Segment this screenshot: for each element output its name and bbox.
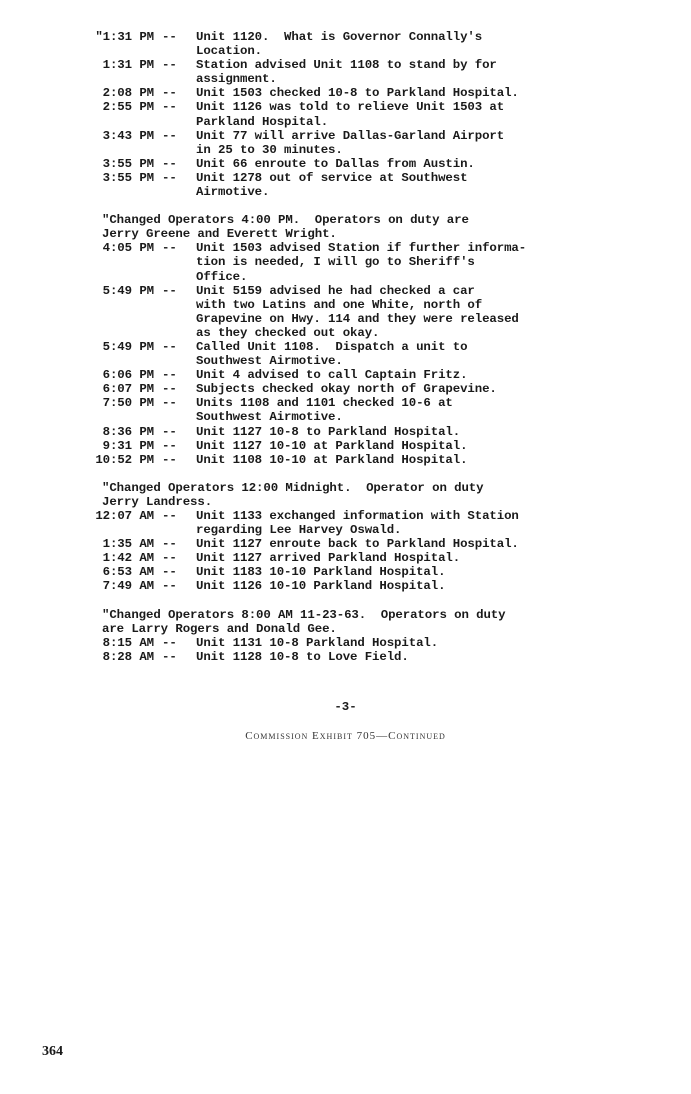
entry-time: 8:15 AM xyxy=(102,635,154,650)
entry-dash: -- xyxy=(162,170,177,185)
log-entry xyxy=(88,453,608,467)
entry-dash: -- xyxy=(162,339,177,354)
entry-text: Unit 1131 10-8 Parkland Hospital. xyxy=(196,635,439,650)
log-entry xyxy=(88,157,608,171)
log-entry xyxy=(88,565,608,579)
entry-text: Unit 1127 10-10 at Parkland Hospital. xyxy=(196,438,468,453)
entry-dash: -- xyxy=(162,30,177,44)
entry-text: Unit 1108 10-10 at Parkland Hospital. xyxy=(196,452,468,467)
entry-text: Unit 1126 was told to relieve Unit 1503 at Parkland Hospital. xyxy=(196,100,505,129)
log-section-4 xyxy=(88,636,608,664)
entry-text: Unit 1503 advised Station if further informa- tion is needed, I will go to Sheriff's Office. xyxy=(196,241,527,284)
log-entry xyxy=(88,425,608,439)
entry-text: Unit 4 advised to call Captain Fritz. xyxy=(196,368,468,383)
entry-time: 2:08 PM xyxy=(102,86,154,101)
entry-dash: -- xyxy=(162,58,177,73)
entry-time: 8:36 PM xyxy=(102,424,154,439)
log-entry xyxy=(88,129,608,157)
page-number: -3- xyxy=(334,700,357,714)
log-entry xyxy=(88,439,608,453)
log-entry xyxy=(88,551,608,565)
log-entry xyxy=(88,241,608,283)
entry-dash: -- xyxy=(162,579,177,594)
entry-text: Unit 1127 arrived Parkland Hospital. xyxy=(196,551,461,566)
log-entry xyxy=(88,58,608,86)
entry-time: 6:53 AM xyxy=(102,565,154,580)
spacer xyxy=(88,594,608,608)
entry-text: Unit 1133 exchanged information with Station regarding Lee Harvey Oswald. xyxy=(196,509,519,538)
entry-text: Station advised Unit 1108 to stand by for assignment. xyxy=(196,58,497,87)
log-entry xyxy=(88,650,608,664)
log-entry xyxy=(88,382,608,396)
entry-dash: -- xyxy=(162,424,177,439)
entry-time: 6:07 PM xyxy=(102,382,154,397)
spacer xyxy=(88,199,608,213)
entry-dash: -- xyxy=(162,241,177,256)
entry-time: 3:43 PM xyxy=(102,128,154,143)
entry-text: Unit 5159 advised he had checked a car with two Latins and one White, north of Grapevine on Hwy. 114 and they were released as they checked out okay. xyxy=(196,283,519,340)
entry-time: "1:31 PM xyxy=(95,30,154,44)
entry-dash: -- xyxy=(162,565,177,580)
entry-text: Called Unit 1108. Dispatch a unit to Southwest Airmotive. xyxy=(196,339,468,369)
spacer xyxy=(88,467,608,481)
entry-text: Unit 66 enroute to Dallas from Austin. xyxy=(196,156,475,171)
entry-dash: -- xyxy=(162,100,177,115)
entry-text: Subjects checked okay north of Grapevine. xyxy=(196,382,497,397)
entry-time: 2:55 PM xyxy=(102,100,154,115)
entry-dash: -- xyxy=(162,86,177,101)
entry-text: Unit 1278 out of service at Southwest Airmotive. xyxy=(196,170,468,200)
entry-time: 1:31 PM xyxy=(102,58,154,73)
entry-text: Units 1108 and 1101 checked 10-6 at Southwest Airmotive. xyxy=(196,396,453,425)
log-entry xyxy=(88,171,608,199)
log-entry xyxy=(88,30,608,58)
entry-time: 7:50 PM xyxy=(102,396,154,411)
entry-time: 3:55 PM xyxy=(102,170,154,185)
log-section-1 xyxy=(88,30,608,199)
entry-text: Unit 77 will arrive Dallas-Garland Airport in 25 to 30 minutes. xyxy=(196,128,505,157)
entry-dash: -- xyxy=(162,396,177,411)
entry-text: Unit 1126 10-10 Parkland Hospital. xyxy=(196,579,446,594)
log-entry xyxy=(88,86,608,100)
exhibit-caption: Commission Exhibit 705—Continued xyxy=(245,730,446,742)
entry-dash: -- xyxy=(162,509,177,523)
entry-dash: -- xyxy=(162,438,177,453)
entry-time: 8:28 AM xyxy=(102,649,154,664)
entry-dash: -- xyxy=(162,649,177,664)
log-entry xyxy=(88,284,608,340)
entry-dash: -- xyxy=(162,537,177,552)
entry-time: 5:49 PM xyxy=(102,283,154,298)
entry-time: 1:35 AM xyxy=(102,537,154,552)
log-section-3 xyxy=(88,509,608,594)
log-entry xyxy=(88,636,608,650)
entry-dash: -- xyxy=(162,156,177,171)
operator-change-note: "Changed Operators 8:00 AM 11-23-63. Operators on duty are Larry Rogers and Donald Gee. xyxy=(102,607,506,636)
log-entry xyxy=(88,579,608,593)
entry-time: 4:05 PM xyxy=(102,241,154,256)
entry-text: Unit 1127 enroute back to Parkland Hospital. xyxy=(196,537,519,552)
entry-dash: -- xyxy=(162,452,177,467)
log-entry xyxy=(88,396,608,424)
entry-time: 12:07 AM xyxy=(95,509,154,523)
log-entry xyxy=(88,509,608,537)
log-entry xyxy=(88,100,608,128)
entry-dash: -- xyxy=(162,128,177,143)
entry-time: 3:55 PM xyxy=(102,156,154,171)
log-section-2 xyxy=(88,241,608,467)
entry-dash: -- xyxy=(162,551,177,566)
log-entry xyxy=(88,340,608,368)
entry-text: Unit 1128 10-8 to Love Field. xyxy=(196,649,409,664)
log-entry xyxy=(88,368,608,382)
entry-time: 6:06 PM xyxy=(102,368,154,383)
operator-change-note: "Changed Operators 12:00 Midnight. Operator on duty Jerry Landress. xyxy=(102,480,484,509)
entry-text: Unit 1183 10-10 Parkland Hospital. xyxy=(196,565,446,580)
entry-time: 7:49 AM xyxy=(102,579,154,594)
entry-text: Unit 1503 checked 10-8 to Parkland Hospital. xyxy=(196,86,519,101)
operator-change-note: "Changed Operators 4:00 PM. Operators on duty are Jerry Greene and Everett Wright. xyxy=(102,213,469,242)
entry-dash: -- xyxy=(162,635,177,650)
radio-log xyxy=(88,30,608,664)
folio-number: 364 xyxy=(42,1044,63,1059)
entry-dash: -- xyxy=(162,283,177,298)
entry-text: Unit 1120. What is Governor Connally's Location. xyxy=(196,30,483,59)
entry-text: Unit 1127 10-8 to Parkland Hospital. xyxy=(196,424,461,439)
entry-time: 9:31 PM xyxy=(102,438,154,453)
entry-time: 5:49 PM xyxy=(102,339,154,354)
entry-time: 10:52 PM xyxy=(95,452,154,467)
entry-dash: -- xyxy=(162,368,177,383)
log-entry xyxy=(88,537,608,551)
entry-dash: -- xyxy=(162,382,177,397)
entry-time: 1:42 AM xyxy=(102,551,154,566)
